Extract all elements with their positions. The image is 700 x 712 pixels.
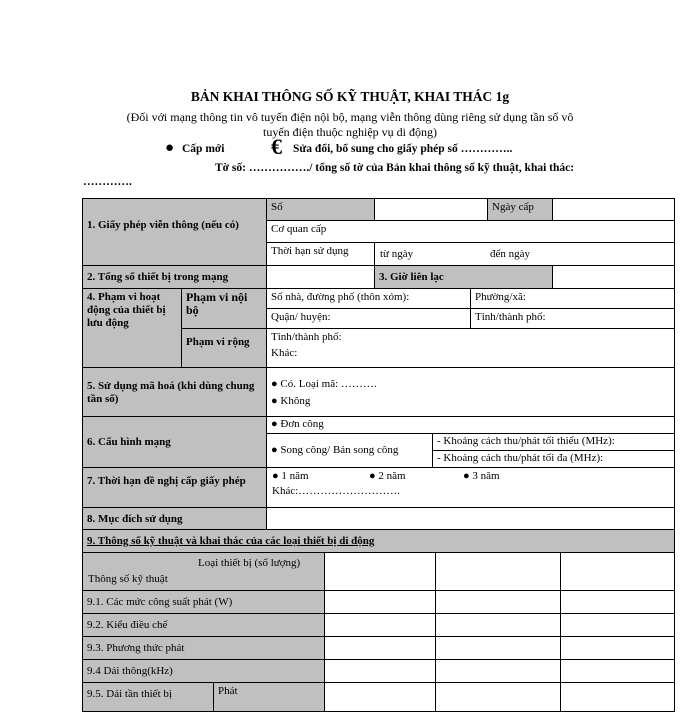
device-col-3[interactable]	[560, 552, 675, 591]
row1-so-field[interactable]	[374, 198, 488, 221]
row7-field[interactable]	[266, 467, 675, 508]
row4-phuong[interactable]: Phường/xã:	[470, 288, 675, 309]
row1-ngaycap-label: Ngày cấp	[487, 198, 553, 221]
sheet-number: Tờ số: ……………./ tổng số tờ của Bản khai thông số kỹ thuật, khai thác:	[215, 162, 575, 174]
row94-col1[interactable]	[324, 659, 436, 683]
row91: 9.1. Các mức công suất phát (W)	[82, 590, 325, 614]
row1-ngaycap-field[interactable]	[552, 198, 675, 221]
row95: 9.5. Dải tần thiết bị	[82, 682, 214, 712]
row1-label: 1. Giấy phép viễn thông (nếu có)	[82, 198, 267, 266]
row1-tungay: từ ngày	[380, 248, 414, 260]
row9-thongso: Thông số kỹ thuật	[88, 573, 168, 585]
row7-2nam: 2 năm	[378, 470, 406, 482]
row2-label: 2. Tổng số thiết bị trong mạng	[82, 265, 267, 289]
row95-col2[interactable]	[435, 682, 561, 712]
row9-label: 9. Thông số kỹ thuật và khai thác của các loại thiết bị di động	[82, 529, 675, 553]
row5-khong: Không	[280, 395, 311, 407]
row4-sonha[interactable]: Số nhà, đường phố (thôn xóm):	[266, 288, 471, 309]
row93: 9.3. Phương thức phát	[82, 636, 325, 660]
bullet-icon[interactable]: ●	[271, 444, 281, 456]
subtitle-line-2: tuyến điện thuộc nghiệp vụ di động)	[263, 125, 437, 139]
subtitle-line-1: (Đối với mạng thông tin vô tuyến điện nội bộ, mạng viễn thông dùng riêng sử dụng tần số vô	[126, 110, 574, 124]
row6-label: 6. Cấu hình mạng	[82, 416, 267, 468]
row4-tinh2: Tỉnh/thành phố:	[271, 331, 342, 343]
row4-quan[interactable]: Quận/ huyện:	[266, 308, 471, 329]
check-new-label: Cấp mới	[182, 143, 225, 155]
row3-label: 3. Giờ liên lạc	[374, 265, 553, 289]
row2-field[interactable]	[266, 265, 375, 289]
bullet-icon[interactable]: ●	[271, 378, 281, 390]
row6-doncong-label: Đơn công	[280, 418, 324, 430]
row5-label: 5. Sử dụng mã hoá (khi dùng chung tần số)	[82, 367, 267, 417]
row1-thoihan-label: Thời hạn sử dụng	[266, 242, 375, 266]
bullet-icon[interactable]: ●	[165, 140, 175, 156]
row4-pvr-field[interactable]	[266, 328, 675, 368]
row1-thoihan-field[interactable]	[374, 242, 675, 266]
row9-loai: Loại thiết bị (số lượng)	[198, 557, 301, 569]
bullet-icon[interactable]: ●	[369, 470, 379, 482]
row91-col2[interactable]	[435, 590, 561, 614]
row94: 9.4 Dải thông(kHz)	[82, 659, 325, 683]
row3-field[interactable]	[552, 265, 675, 289]
row4-tinh[interactable]: Tỉnh/thành phố:	[470, 308, 675, 329]
bullet-icon[interactable]: ●	[271, 418, 281, 430]
row9-header-cell	[82, 552, 325, 591]
row7-label: 7. Thời hạn đề nghị cấp giấy phép	[82, 467, 267, 508]
bullet-icon[interactable]: ●	[463, 470, 473, 482]
row6-max[interactable]: - Khoảng cách thu/phát tối đa (MHz):	[432, 450, 675, 468]
row92-col2[interactable]	[435, 613, 561, 637]
row95-col1[interactable]	[324, 682, 436, 712]
row95-col3[interactable]	[560, 682, 675, 712]
row93-col1[interactable]	[324, 636, 436, 660]
row6-songcong-label: Song công/ Bán song công	[280, 444, 399, 456]
bullet-icon[interactable]: ●	[272, 470, 282, 482]
bullet-icon[interactable]: ●	[271, 395, 281, 407]
row92: 9.2. Kiểu điều chế	[82, 613, 325, 637]
row6-doncong[interactable]	[266, 416, 675, 434]
row92-col3[interactable]	[560, 613, 675, 637]
row8-label: 8. Mục đích sử dụng	[82, 507, 267, 530]
row6-min[interactable]: - Khoảng cách thu/phát tối thiểu (MHz):	[432, 433, 675, 451]
row7-3nam: 3 năm	[472, 470, 500, 482]
row1-coquan[interactable]: Cơ quan cấp	[266, 220, 675, 243]
row92-col1[interactable]	[324, 613, 436, 637]
row4-label: 4. Phạm vi hoạt động của thiết bị lưu động	[82, 288, 182, 368]
row95-phat: Phát	[213, 682, 325, 712]
sheet-number-dots: ………….	[83, 176, 132, 188]
row93-col2[interactable]	[435, 636, 561, 660]
row1-so-label: Số	[266, 198, 375, 221]
row94-col2[interactable]	[435, 659, 561, 683]
device-col-2[interactable]	[435, 552, 561, 591]
row7-khac: Khác:……………………….	[272, 485, 401, 497]
row91-col1[interactable]	[324, 590, 436, 614]
euro-checkbox-icon[interactable]: €	[271, 134, 282, 159]
form-title: BẢN KHAI THÔNG SỐ KỸ THUẬT, KHAI THÁC 1g	[190, 89, 510, 104]
device-col-1[interactable]	[324, 552, 436, 591]
row6-songcong[interactable]	[266, 433, 433, 468]
row8-field[interactable]	[266, 507, 675, 530]
row7-1nam: 1 năm	[281, 470, 309, 482]
row4-khac: Khác:	[271, 347, 298, 359]
row4-pvr-label: Phạm vi rộng	[181, 328, 267, 368]
row4-pvnb-label: Phạm vi nội bộ	[181, 288, 267, 329]
row5-field[interactable]	[266, 367, 675, 417]
row1-denngay: đến ngày	[490, 248, 531, 260]
row94-col3[interactable]	[560, 659, 675, 683]
check-amend-label: Sửa đổi, bổ sung cho giấy phép số …………..	[293, 143, 513, 155]
row93-col3[interactable]	[560, 636, 675, 660]
row5-co: Có. Loại mã: ……….	[280, 378, 377, 390]
row91-col3[interactable]	[560, 590, 675, 614]
